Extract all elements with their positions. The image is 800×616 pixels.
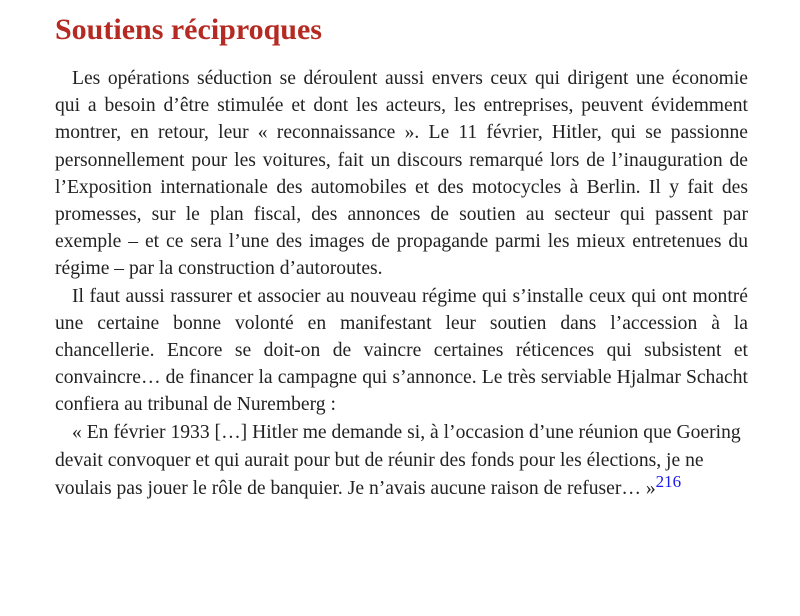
paragraph-2: Il faut aussi rassurer et associer au nouveau régime qui s’installe ceux qui ont montré une certaine bonne volonté en manifestant leur soutien dans l’accession à la chancellerie. Encore se doit-on de vaincre certaines réticences qui subsistent et convaincre… de financer la campagne qui s’annonce. Le très serviable Hjalmar Schacht confiera au tribunal de Nuremberg :	[55, 285, 748, 416]
paragraph-1: Les opérations séduction se déroulent aussi envers ceux qui dirigent une économie qui a besoin d’être stimulée et dont les acteurs, les entreprises, peuvent évidemment montrer, en retour, leur « reconnaissance ». Le 11 février, Hitler, qui se passionne personnellement pour les voitures, fait un discours remarqué lors de l’inauguration de l’Exposition internationale des automobiles et des motocycles à Berlin. Il y fait des promesses, sur le plan fiscal, des annonces de soutien au secteur qui passent par exemple – et ce sera l’une des images de propagande parmi les mieux entretenues du régime – par la construction d’autoroutes.	[55, 68, 748, 280]
body-text	[55, 65, 748, 503]
quote-text: « En février 1933 […] Hitler me demande si, à l’occasion d’une réunion que Goering devait convoquer et qui aurait pour but de réunir des fonds pour les élections, je ne voulais pas jouer le rôle de banquier. Je n’avais aucune raison de refuser… »	[55, 421, 741, 499]
paragraph-quote	[55, 419, 748, 503]
document-page	[55, 0, 748, 503]
footnote-link[interactable]: 216	[655, 471, 682, 491]
section-heading: Soutiens réciproques	[55, 13, 322, 46]
